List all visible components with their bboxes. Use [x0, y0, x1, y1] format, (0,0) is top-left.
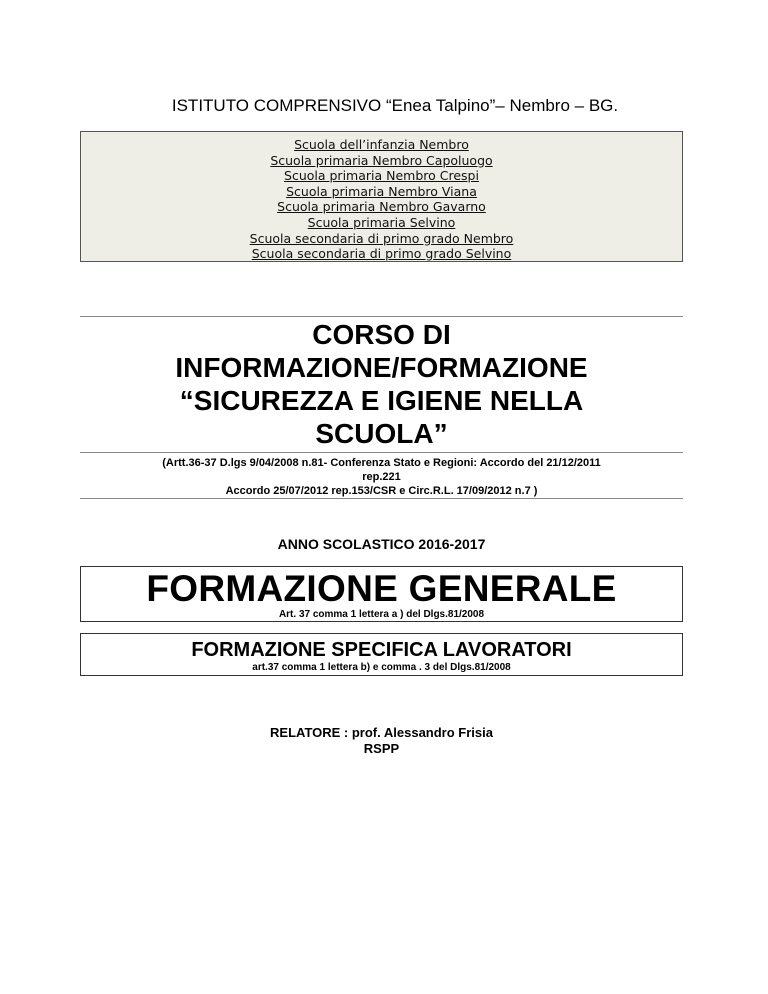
- divider-refs: [80, 498, 683, 499]
- general-training-ref: Art. 37 comma 1 lettera a ) del Dlgs.81/2008: [278, 609, 485, 620]
- school-link[interactable]: Scuola secondaria di primo grado Selvino: [251, 246, 512, 262]
- speaker-role: RSPP: [363, 741, 400, 756]
- general-training-box: [80, 566, 683, 622]
- speaker-name: RELATORE : prof. Alessandro Frisia: [270, 725, 493, 740]
- school-link[interactable]: Scuola primaria Nembro Crespi: [284, 168, 479, 184]
- school-year: ANNO SCOLASTICO 2016-2017: [277, 536, 486, 552]
- divider-title: [80, 452, 683, 453]
- schools-list-box: [80, 131, 683, 262]
- course-ref-line: rep.221: [362, 471, 401, 483]
- course-title-line: “SICUREZZA E IGIENE NELLA: [179, 385, 584, 416]
- school-link[interactable]: Scuola dell’infanzia Nembro: [294, 137, 469, 152]
- course-ref-line: (Artt.36-37 D.lgs 9/04/2008 n.81- Conferenza Stato e Regioni: Accordo del 21/12/2011: [162, 457, 601, 469]
- school-link[interactable]: Scuola primaria Nembro Capoluogo: [270, 152, 493, 168]
- school-link[interactable]: Scuola primaria Selvino: [307, 214, 456, 230]
- divider-top: [80, 316, 683, 317]
- institute-title: ISTITUTO COMPRENSIVO “Enea Talpino”– Nembro – BG.: [171, 96, 619, 115]
- specific-training-box: [80, 633, 683, 676]
- school-link[interactable]: Scuola secondaria di primo grado Nembro: [249, 230, 514, 246]
- course-title-line: INFORMAZIONE/FORMAZIONE: [175, 352, 588, 383]
- course-title: [80, 318, 683, 450]
- general-training-title: FORMAZIONE GENERALE: [146, 568, 617, 609]
- specific-training-title: FORMAZIONE SPECIFICA LAVORATORI: [191, 639, 572, 661]
- course-references: [80, 456, 683, 498]
- school-link[interactable]: Scuola primaria Nembro Gavarno: [277, 199, 486, 215]
- course-title-line: SCUOLA”: [315, 418, 448, 449]
- school-link[interactable]: Scuola primaria Nembro Viana: [286, 183, 477, 199]
- speaker-info: [80, 725, 683, 757]
- specific-training-ref: art.37 comma 1 lettera b) e comma . 3 del Dlgs.81/2008: [252, 662, 511, 673]
- course-title-line: CORSO DI: [312, 319, 451, 350]
- course-ref-line: Accordo 25/07/2012 rep.153/CSR e Circ.R.L. 17/09/2012 n.7 ): [225, 485, 538, 497]
